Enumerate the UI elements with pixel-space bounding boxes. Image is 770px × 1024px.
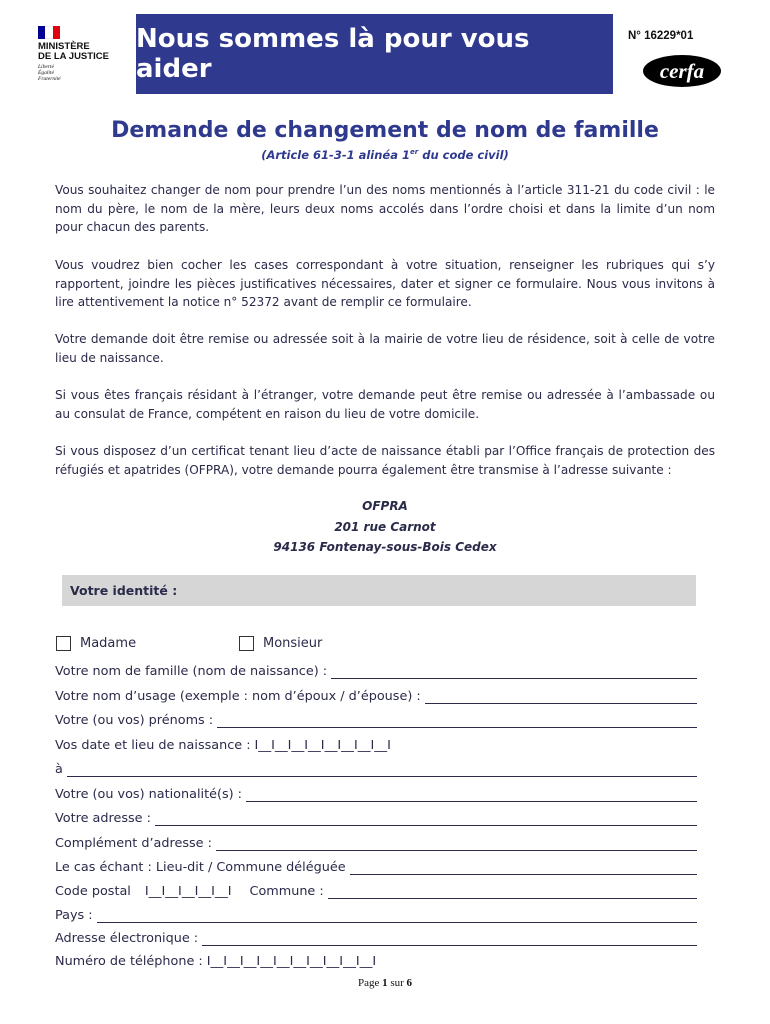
complement-row xyxy=(55,831,697,851)
adresse-label: Votre adresse : xyxy=(55,811,151,826)
prenoms-label: Votre (ou vos) prénoms : xyxy=(55,713,214,728)
code-postal-label: Code postal xyxy=(55,884,131,899)
madame-checkbox[interactable] xyxy=(56,636,71,651)
adresse-row xyxy=(55,806,697,826)
commune-label: Commune : xyxy=(249,884,324,899)
cerfa-logo: cerfa xyxy=(643,55,721,87)
pays-row xyxy=(55,903,697,923)
flag-red xyxy=(53,26,60,39)
ofpra-street: 201 rue Carnot xyxy=(334,519,436,534)
madame-label: Madame xyxy=(80,636,137,651)
telephone-label: Numéro de téléphone : xyxy=(55,954,203,969)
ofpra-name: OFPRA xyxy=(362,499,408,513)
naissance-row xyxy=(55,733,697,753)
instructions-paragraph: Vous voudrez bien cocher les cases correspondant à votre situation, renseigner les rubriques qui s’y rapportent, joindre les pièces justificatives nécessaires, dater et signer ce formulaire. Nous vous invitons à lire attentivement la notice n° 52372 avant de remplir ce formulaire. xyxy=(55,258,715,309)
email-row xyxy=(55,926,697,946)
lieu-dit-row xyxy=(55,855,697,875)
page-subtitle xyxy=(0,148,770,162)
nom-usage-field[interactable] xyxy=(425,689,697,704)
identity-section-heading: Votre identité : xyxy=(62,575,696,606)
monsieur-checkbox[interactable] xyxy=(239,636,254,651)
intro-paragraph: Vous souhaitez changer de nom pour prendre l’un des noms mentionnés à l’article 311-21 du code civil : le nom du père, le nom de la mère, leurs deux noms accolés dans l’ordre choisi et dans la limite d’un nom pour chacun des parents. xyxy=(55,183,715,234)
lieu-naissance-row xyxy=(55,757,697,777)
page-footer xyxy=(0,977,770,989)
lieu-dit-label: Le cas échant : Lieu-dit / Commune déléguée xyxy=(55,860,346,875)
pays-label: Pays : xyxy=(55,908,93,923)
monsieur-option[interactable] xyxy=(239,636,322,651)
nationalites-field[interactable] xyxy=(246,787,697,802)
header-banner: Nous sommes là pour vous aider xyxy=(136,14,613,94)
madame-option[interactable] xyxy=(56,636,136,651)
prenoms-field[interactable] xyxy=(217,713,697,728)
complement-label: Complément d’adresse : xyxy=(55,836,212,851)
ministry-logo xyxy=(38,26,138,82)
commune-field[interactable] xyxy=(328,884,697,899)
subtitle-after: du code civil) xyxy=(418,148,509,162)
code-postal-row xyxy=(55,879,697,899)
lieu-naissance-field[interactable] xyxy=(67,762,697,777)
subtitle-before: (Article 61-3-1 alinéa 1 xyxy=(261,148,410,162)
cerfa-number: N° 16229*01 xyxy=(628,30,694,42)
flag-white xyxy=(45,26,52,39)
subtitle-sup: er xyxy=(410,148,419,157)
logo-name: MINISTÈRE DE LA JUSTICE xyxy=(38,41,109,62)
nom-usage-label: Votre nom d’usage (exemple : nom d’époux / d’épouse) : xyxy=(55,689,421,704)
complement-field[interactable] xyxy=(216,836,697,851)
nom-famille-label: Votre nom de famille (nom de naissance) : xyxy=(55,664,328,679)
nationalites-row xyxy=(55,782,697,802)
ofpra-paragraph: Si vous disposez d’un certificat tenant lieu d’acte de naissance établi par l’Office français de protection des réfugiés et apatrides (OFPRA), votre demande pourra également être transmise à l’adresse suivante : xyxy=(55,444,715,477)
nom-famille-field[interactable] xyxy=(331,664,697,679)
logo-motto: Liberté Égalité Fraternité xyxy=(38,64,61,82)
lieu-naissance-label: à xyxy=(55,762,63,777)
page-current: 1 xyxy=(382,977,388,989)
adresse-field[interactable] xyxy=(155,811,697,826)
page-label: Page xyxy=(357,977,380,989)
french-flag-icon xyxy=(38,26,60,39)
email-field[interactable] xyxy=(202,931,697,946)
monsieur-label: Monsieur xyxy=(263,636,323,651)
email-label: Adresse électronique : xyxy=(55,931,199,946)
flag-blue xyxy=(38,26,45,39)
abroad-paragraph: Si vous êtes français résidant à l’étranger, votre demande peut être remise ou adressée à l’ambassade ou au consulat de France, compétent en raison du lieu de votre domicile. xyxy=(55,388,715,421)
code-postal-boxes[interactable]: I__I__I__I__I__I xyxy=(144,884,232,899)
page-sep: sur xyxy=(390,977,404,989)
page-total: 6 xyxy=(406,977,413,989)
telephone-boxes[interactable]: I__I__I__I__I__I__I__I__I__I__I xyxy=(206,954,377,969)
nom-famille-row xyxy=(55,659,697,679)
nom-usage-row xyxy=(55,684,697,704)
lieu-dit-field[interactable] xyxy=(350,860,697,875)
prenoms-row xyxy=(55,708,697,728)
naissance-label: Vos date et lieu de naissance : xyxy=(55,738,251,753)
nationalites-label: Votre (ou vos) nationalité(s) : xyxy=(55,787,242,802)
submission-paragraph: Votre demande doit être remise ou adressée soit à la mairie de votre lieu de résidence, soit à celle de votre lieu de naissance. xyxy=(55,332,715,365)
telephone-row xyxy=(55,949,697,969)
ofpra-city: 94136 Fontenay-sous-Bois Cedex xyxy=(273,540,497,554)
page-title: Demande de changement de nom de famille xyxy=(111,118,659,143)
pays-field[interactable] xyxy=(97,908,697,923)
naissance-date-boxes[interactable]: I__I__I__I__I__I__I__I__I xyxy=(254,738,391,753)
ofpra-address xyxy=(0,496,770,558)
